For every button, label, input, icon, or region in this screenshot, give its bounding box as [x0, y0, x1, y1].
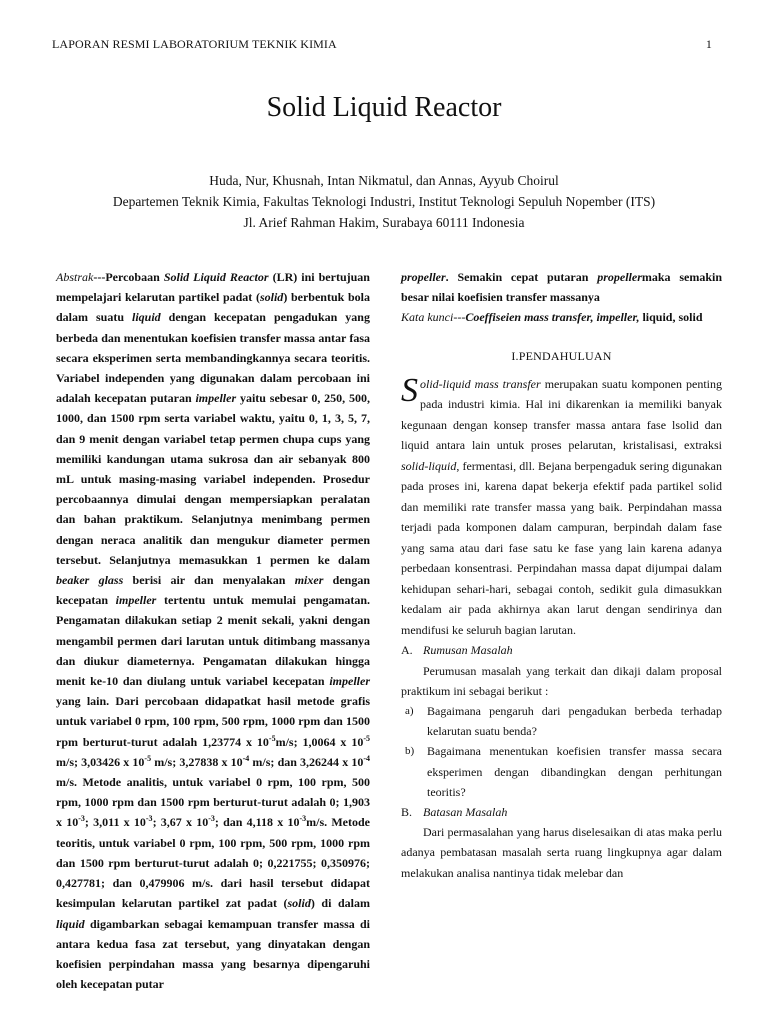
- paper-title: Solid Liquid Reactor: [266, 92, 502, 123]
- subsection-a-intro: Perumusan masalah yang terkait dan dikaji dalam proposal praktikum ini sebagai berikut :: [401, 663, 722, 698]
- running-header: [52, 37, 712, 52]
- abstract-column: [56, 267, 370, 994]
- abstract-text: Abstrak---Percobaan Solid Liquid Reactor (LR) ini bertujuan mempelajari kelarutan partikel padat (solid) berbentuk bola dalam suatu liquid dengan kecepatan pengadukan yang berbeda dan menentukan koefisien transfer massa antar fasa secara eksperimen serta membandingkannya secara teoritis. Variabel independen yang digunakan dalam percobaan ini adalah kecepatan putaran impeller yaitu sebesar 0, 250, 500, 1000, dan 1500 rpm serta variabel waktu, yaitu 0, 1, 3, 5, 7, dan 9 menit dengan variabel tetap permen chupa cups yang memiliki kandungan utama sukrosa dan air sebanyak 800 mL untuk masing-masing variabel independen. Prosedur percobaannya dimulai dengan mempersiapkan peralatan dan bahan praktikum. Selanjutnya menimbang permen dengan neraca analitik dan mengukur diameter permen tersebut. Selanjutnya memasukkan 1 permen ke dalam beaker glass berisi air dan menyalakan mixer dengan kecepatan impeller tertentu untuk memulai pengamatan. Pengamatan dilakukan setiap 2 menit sekali, yakni dengan mengambil permen dari larutan untuk ditimbang massanya dan diukur diameternya. Pengamatan dilakukan hingga menit ke-10 dan diulang untuk variabel kecepatan impeller yang lain. Dari percobaan didapatkat hasil metode grafis untuk variabel 0 rpm, 100 rpm, 500 rpm, 1000 rpm dan 1500 rpm berturut-turut adalah 1,23774 x $10^{-5}m/s$; 1,0064 x $10^{-5}$ m/s; 3,03426 x $10^{-5}$ m/s; 3,27838 x $10^{-4}$ m/s; dan 3,26244 x $10^{-4}$ m/s. Metode analitis, untuk variabel 0 rpm, 100 rpm, 500 rpm, 1000 rpm dan 1500 rpm berturut-turut adalah 0; 1,903 x $10^{-3}$; 3,011 x $10^{-3}$; 3,67 x $10^{-3}$; dan 4,118 x $10^{-3}m/s$. Metode teoritis, untuk variabel 0 rpm, 100 rpm, 500 rpm, 1000 rpm dan 1500 rpm berturut-turut adalah 0; 0,221755; 0,350976; 0,427781; dan 0,479906 m/s. dari hasil tersebut didapat kesimpulan kelarutan partikel zat padat (solid) di dalam liquid digambarkan sebagai kemampuan transfer massa di antara kedua fasa zat tersebut, yang dinyatakan dengan koefisien perpindahan massa yang besarnya dipengaruhi oleh kecepatan putar: [56, 270, 370, 992]
- list-item: b) Bagaimana menentukan koefisien transfer massa secara eksperimen dengan dibandingkan dengan perhitungan teoritis?: [405, 744, 722, 799]
- subsection-b-text: Dari permasalahan yang harus diselesaikan di atas maka perlu adanya pembatasan masalah serta ruang lingkupnya agar dalam melakukan analisa nantinya tidak melebar dan: [401, 825, 722, 880]
- question-list: [401, 701, 722, 802]
- section-heading: I.PENDAHULUAN: [511, 348, 612, 363]
- right-column: [401, 267, 722, 883]
- subsection-a-heading: A. Rumusan Masalah: [401, 643, 513, 658]
- abstract-continuation: propeller. Semakin cepat putaran propellermaka semakin besar nilai koefisien transfer massanya: [401, 270, 723, 305]
- page-number: 1: [705, 37, 712, 51]
- drop-cap: S: [401, 371, 418, 409]
- list-item: a) Bagaimana pengaruh dari pengadukan berbeda terhadap kelarutan suatu benda?: [405, 703, 722, 739]
- abstract-label: Abstrak: [56, 270, 94, 284]
- address: Jl. Arief Rahman Hakim, Surabaya 60111 Indonesia: [243, 215, 525, 230]
- subsection-b-heading: B. Batasan Masalah: [401, 804, 508, 819]
- journal-name: LAPORAN RESMI LABORATORIUM TEKNIK KIMIA: [52, 37, 337, 51]
- author-names: Huda, Nur, Khusnah, Intan Nikmatul, dan Annas, Ayyub Choirul: [209, 173, 559, 188]
- author-block: [0, 170, 768, 233]
- intro-paragraph: Solid-liquid mass transfer merupakan suatu komponen penting pada industri kimia. Hal ini dikarenkan ia memiliki banyak kegunaan dengan konsep transfer massa antara fase lsolid dan liquid antara lain untuk proses pelarutan, kristalisasi, extraksi solid-liquid, fermentasi, dll. Bejana berpengaduk sering digunakan pada proses ini, karena dapat bekerja efektif pada partikel solid dan memiliki rate transfer massa yang baik. Perpindahan massa terjadi pada komponen dalam campuran, berpindah dalam fase yang sama atau dari fase satu ke fase yang lain karena adanya perbedaan konsentrasi. Perpindahan massa dapat dijumpai dalam kehidupan sehari-hari, sebagai contoh, sedikit gula dimasukkan kedalam air pada akhirnya akan larut dengan sendirinya dan mendifusi ke seluruh bagian larutan.: [401, 371, 722, 637]
- affiliation: Departemen Teknik Kimia, Fakultas Teknologi Industri, Institut Teknologi Sepuluh Nopember (ITS): [112, 194, 656, 209]
- keywords: Kata kunci---Coeffiseien mass transfer, impeller, liquid, solid: [401, 310, 703, 325]
